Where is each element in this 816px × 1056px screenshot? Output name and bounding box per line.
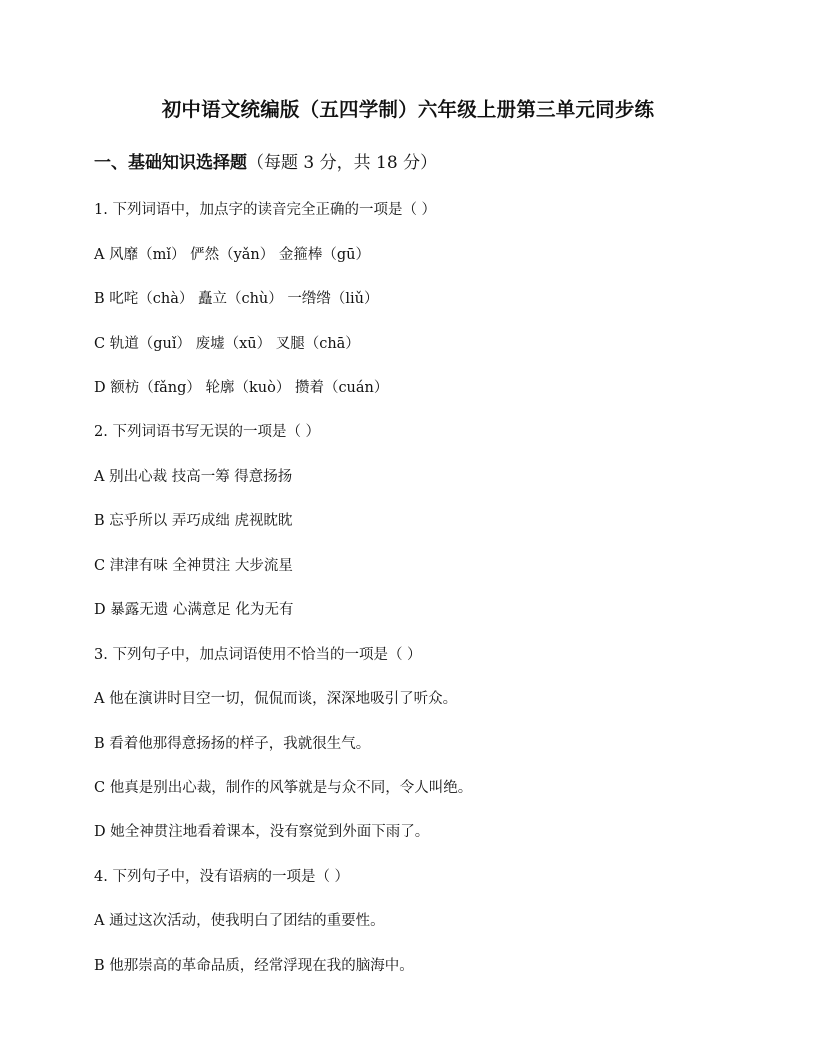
- question-2-option-d: D 暴露无遗 心满意足 化为无有: [94, 602, 294, 618]
- section-heading-note: （每题 3 分，共 18 分）: [247, 153, 438, 173]
- question-3-option-a: A 他在演讲时目空一切，侃侃而谈，深深地吸引了听众。: [94, 691, 458, 707]
- question-4-option-a: A 通过这次活动，使我明白了团结的重要性。: [94, 913, 385, 929]
- question-3-option-c: C 他真是别出心裁，制作的风筝就是与众不同，令人叫绝。: [94, 780, 473, 796]
- section-heading: [94, 148, 437, 173]
- question-4-option-b: B 他那崇高的革命品质，经常浮现在我的脑海中。: [94, 958, 414, 974]
- question-2-option-a: A 别出心裁 技高一筹 得意扬扬: [94, 469, 293, 485]
- section-heading-text: 一、基础知识选择题: [94, 153, 247, 173]
- question-1-option-b: B 叱咤（chà） 矗立（chù） 一绺绺（liǔ）: [94, 291, 379, 307]
- question-3: 3. 下列句子中，加点词语使用不恰当的一项是（ ）: [94, 647, 422, 663]
- question-2-option-c: C 津津有味 全神贯注 大步流星: [94, 558, 293, 574]
- question-2: 2. 下列词语书写无误的一项是（ ）: [94, 424, 321, 440]
- document-title: 初中语文统编版（五四学制）六年级上册第三单元同步练: [161, 98, 655, 121]
- question-1-option-c: C 轨道（guǐ） 废墟（xū） 叉腿（chā）: [94, 336, 360, 352]
- question-1-option-d: D 额枋（fǎng） 轮廓（kuò） 攒着（cuán）: [94, 380, 389, 396]
- question-3-option-b: B 看着他那得意扬扬的样子，我就很生气。: [94, 736, 371, 752]
- question-1-option-a: A 风靡（mǐ） 俨然（yǎn） 金箍棒（gū）: [94, 247, 370, 263]
- question-2-option-b: B 忘乎所以 弄巧成绌 虎视眈眈: [94, 513, 293, 529]
- question-4: 4. 下列句子中，没有语病的一项是（ ）: [94, 869, 350, 885]
- question-1: 1. 下列词语中，加点字的读音完全正确的一项是（ ）: [94, 202, 437, 218]
- question-3-option-d: D 她全神贯注地看着课本，没有察觉到外面下雨了。: [94, 824, 430, 840]
